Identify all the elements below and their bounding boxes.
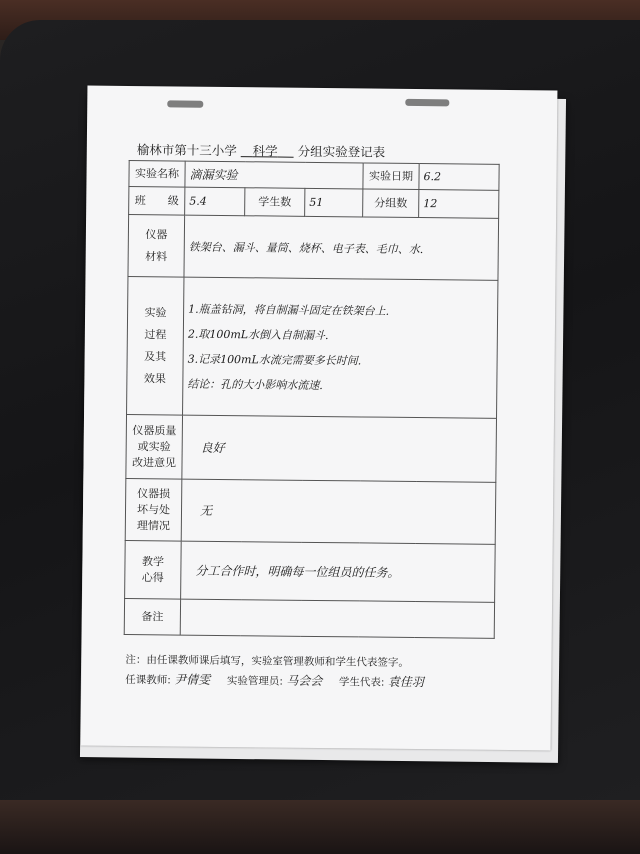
reflection-label: 教学 心得 [125,540,182,599]
group-count-label: 分组数 [363,189,419,218]
process-steps [183,277,498,418]
row-remarks [124,598,494,638]
row-reflection [125,540,496,602]
experiment-name-value: 滴漏实验 [185,161,363,189]
student-count-value: 51 [305,188,363,217]
experiment-registration-form [81,86,558,751]
form-title: 榆林市第十三小学 科学 分组实验登记表 [136,142,386,160]
row-class [129,186,499,218]
damage-value: 无 [181,479,496,544]
desk-edge [0,800,640,854]
quality-value: 良好 [182,415,497,482]
signature-row [125,670,424,690]
experiment-date-label: 实验日期 [363,163,419,190]
form-note: 注：由任课教师课后填写，实验室管理教师和学生代表签字。 [125,653,410,669]
teacher-signature: 尹倩雯 [174,672,211,687]
experiment-name-label: 实验名称 [129,160,185,187]
form-table [124,160,500,639]
student-rep-label: 学生代表: [338,676,385,689]
lab-manager-label: 实验管理员: [226,675,283,688]
student-rep-signature: 袁佳羽 [387,674,424,690]
process-label: 实验 过程 及其 效果 [127,276,184,415]
class-label: 班 级 [129,186,185,215]
process-conclusion: 结论：孔的大小影响水流速. [187,377,323,392]
student-count-label: 学生数 [245,188,305,217]
row-materials [128,214,499,280]
process-step: 3.记录100mL水流完需要多长时间. [187,352,362,367]
group-count-value: 12 [419,190,499,219]
materials-value: 铁架台、漏斗、量筒、烧杯、电子表、毛巾、水. [184,215,499,280]
row-damage [125,478,496,544]
reflection-value: 分工合作时，明确每一位组员的任务。 [181,541,496,602]
row-quality [126,414,497,482]
row-experiment-name [129,160,499,190]
teacher-label: 任课教师: [125,673,171,687]
remarks-label: 备注 [124,598,180,635]
quality-label: 仪器质量 或实验 改进意见 [126,414,183,479]
damage-label: 仪器损 坏与处 理情况 [125,478,182,541]
process-step: 2.取100mL水倒入自制漏斗. [187,327,329,342]
lab-manager-signature: 马会会 [286,673,323,689]
experiment-date-value: 6.2 [419,164,499,191]
materials-label: 仪器 材料 [128,214,185,277]
process-step: 1.瓶盖钻洞，将自制漏斗固定在铁架台上. [188,302,390,318]
remarks-value [180,599,494,638]
row-process [127,276,498,418]
redaction-mark [167,100,203,107]
class-value: 5.4 [185,187,245,216]
redaction-mark [405,99,449,106]
